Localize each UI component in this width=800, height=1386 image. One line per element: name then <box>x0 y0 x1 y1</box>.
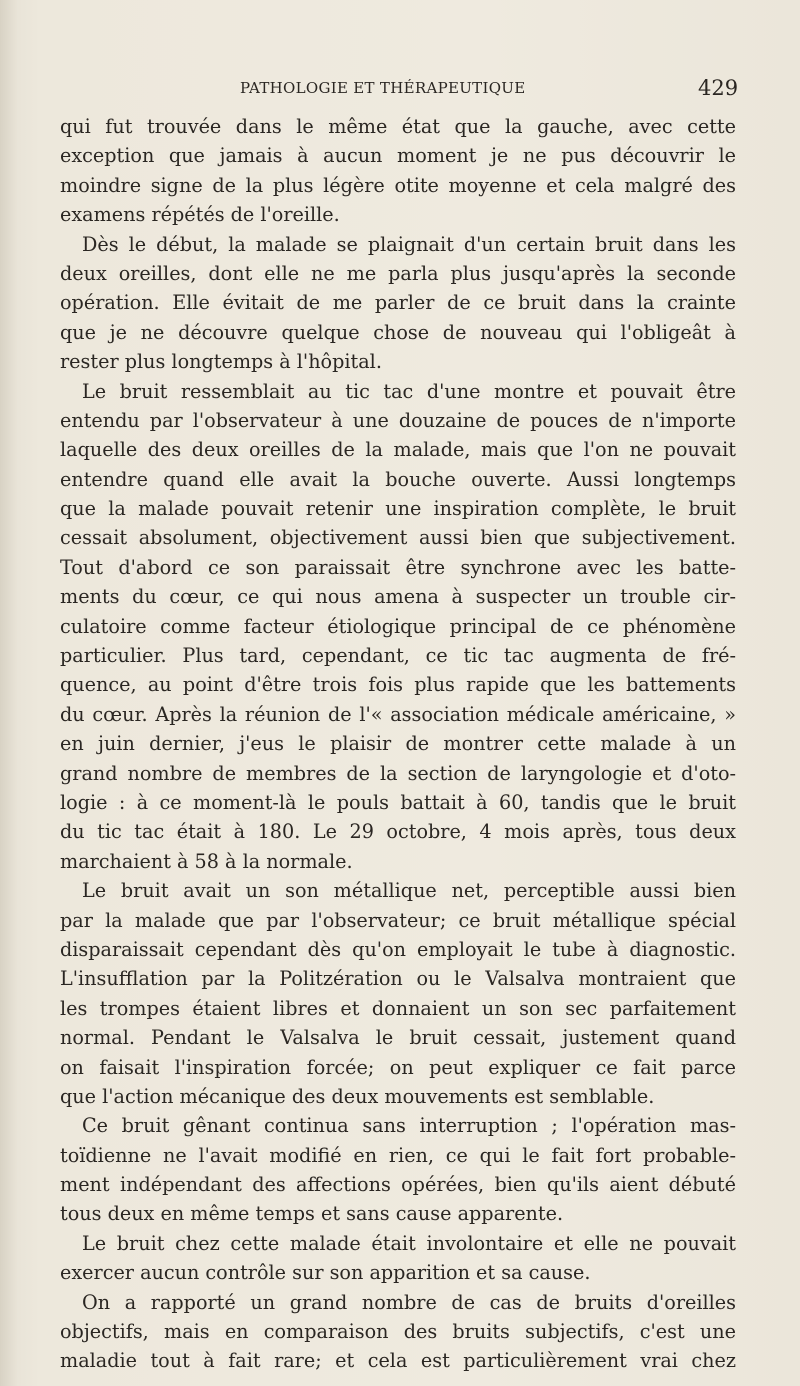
text-line: quence, au point d'être trois fois plus rapide que les battements <box>60 673 736 697</box>
running-title: PATHOLOGIE ET THÉRAPEUTIQUE <box>240 79 526 97</box>
text-line: grand nombre de membres de la section de laryngologie et d'oto- <box>60 761 736 785</box>
text-line: examens répétés de l'oreille. <box>60 203 340 227</box>
text-line: L'insufflation par la Politzération ou le Valsalva montraient que <box>60 967 736 991</box>
body-text <box>60 112 736 1376</box>
text-line: que je ne découvre quelque chose de nouveau qui l'obligeât à <box>60 320 736 344</box>
text-line: rester plus longtemps à l'hôpital. <box>60 350 382 374</box>
text-line: deux oreilles, dont elle ne me parla plus jusqu'après la seconde <box>60 261 736 285</box>
text-line: du cœur. Après la réunion de l'« association médicale américaine, » <box>60 702 736 726</box>
text-line: que la malade pouvait retenir une inspiration complète, le bruit <box>60 497 736 521</box>
text-line: ment indépendant des affections opérées, bien qu'ils aient débuté <box>60 1173 736 1197</box>
text-line: Le bruit chez cette malade était involontaire et elle ne pouvait <box>82 1231 736 1255</box>
text-line: exception que jamais à aucun moment je ne pus découvrir le <box>60 144 736 168</box>
text-line: tous deux en même temps et sans cause apparente. <box>60 1202 564 1226</box>
text-line: normal. Pendant le Valsalva le bruit cessait, justement quand <box>60 1026 736 1050</box>
page-number: 429 <box>698 76 739 100</box>
text-line: particulier. Plus tard, cependant, ce tic tac augmenta de fré- <box>60 644 736 668</box>
text-line: les trompes étaient libres et donnaient un son sec parfaitement <box>60 996 736 1020</box>
text-line: Ce bruit gênant continua sans interruption ; l'opération mas- <box>82 1114 736 1138</box>
text-line: marchaient à 58 à la normale. <box>60 849 353 873</box>
text-line: maladie tout à fait rare; et cela est particulièrement vrai chez <box>60 1349 736 1373</box>
text-line: qui fut trouvée dans le même état que la gauche, avec cette <box>60 115 736 138</box>
text-line: moindre signe de la plus légère otite moyenne et cela malgré des <box>60 173 736 197</box>
text-line: ments du cœur, ce qui nous amena à suspecter un trouble cir- <box>60 585 736 609</box>
text-line: exercer aucun contrôle sur son apparition et sa cause. <box>60 1261 591 1285</box>
text-line: Dès le début, la malade se plaignait d'un certain bruit dans les <box>82 232 736 256</box>
text-line: on faisait l'inspiration forcée; on peut expliquer ce fait parce <box>60 1055 736 1079</box>
text-line: Tout d'abord ce son paraissait être synchrone avec les batte- <box>60 555 736 579</box>
text-line: logie : à ce moment-là le pouls battait à 60, tandis que le bruit <box>60 790 736 814</box>
page-header <box>0 76 800 106</box>
text-line: entendre quand elle avait la bouche ouverte. Aussi longtemps <box>60 467 736 491</box>
text-line: par la malade que par l'observateur; ce bruit métallique spécial <box>60 908 736 932</box>
text-line: entendu par l'observateur à une douzaine de pouces de n'importe <box>60 408 736 432</box>
text-line: laquelle des deux oreilles de la malade, mais que l'on ne pouvait <box>60 438 736 462</box>
text-line: objectifs, mais en comparaison des bruits subjectifs, c'est une <box>60 1320 736 1344</box>
text-line: disparaissait cependant dès qu'on employait le tube à diagnostic. <box>60 937 736 961</box>
text-line: en juin dernier, j'eus le plaisir de montrer cette malade à un <box>60 732 736 756</box>
text-line: On a rapporté un grand nombre de cas de bruits d'oreilles <box>82 1290 736 1314</box>
text-line: Le bruit ressemblait au tic tac d'une montre et pouvait être <box>82 379 736 403</box>
text-line: du tic tac était à 180. Le 29 octobre, 4 mois après, tous deux <box>60 820 736 844</box>
text-line: que l'action mécanique des deux mouvements est semblable. <box>60 1084 655 1108</box>
text-line: cessait absolument, objectivement aussi bien que subjectivement. <box>60 526 736 550</box>
text-line: opération. Elle évitait de me parler de ce bruit dans la crainte <box>60 291 736 315</box>
text-line: culatoire comme facteur étiologique principal de ce phénomène <box>60 614 736 638</box>
text-line: Le bruit avait un son métallique net, perceptible aussi bien <box>82 879 736 903</box>
text-line: toïdienne ne l'avait modifié en rien, ce qui le fait fort probable- <box>60 1143 736 1167</box>
